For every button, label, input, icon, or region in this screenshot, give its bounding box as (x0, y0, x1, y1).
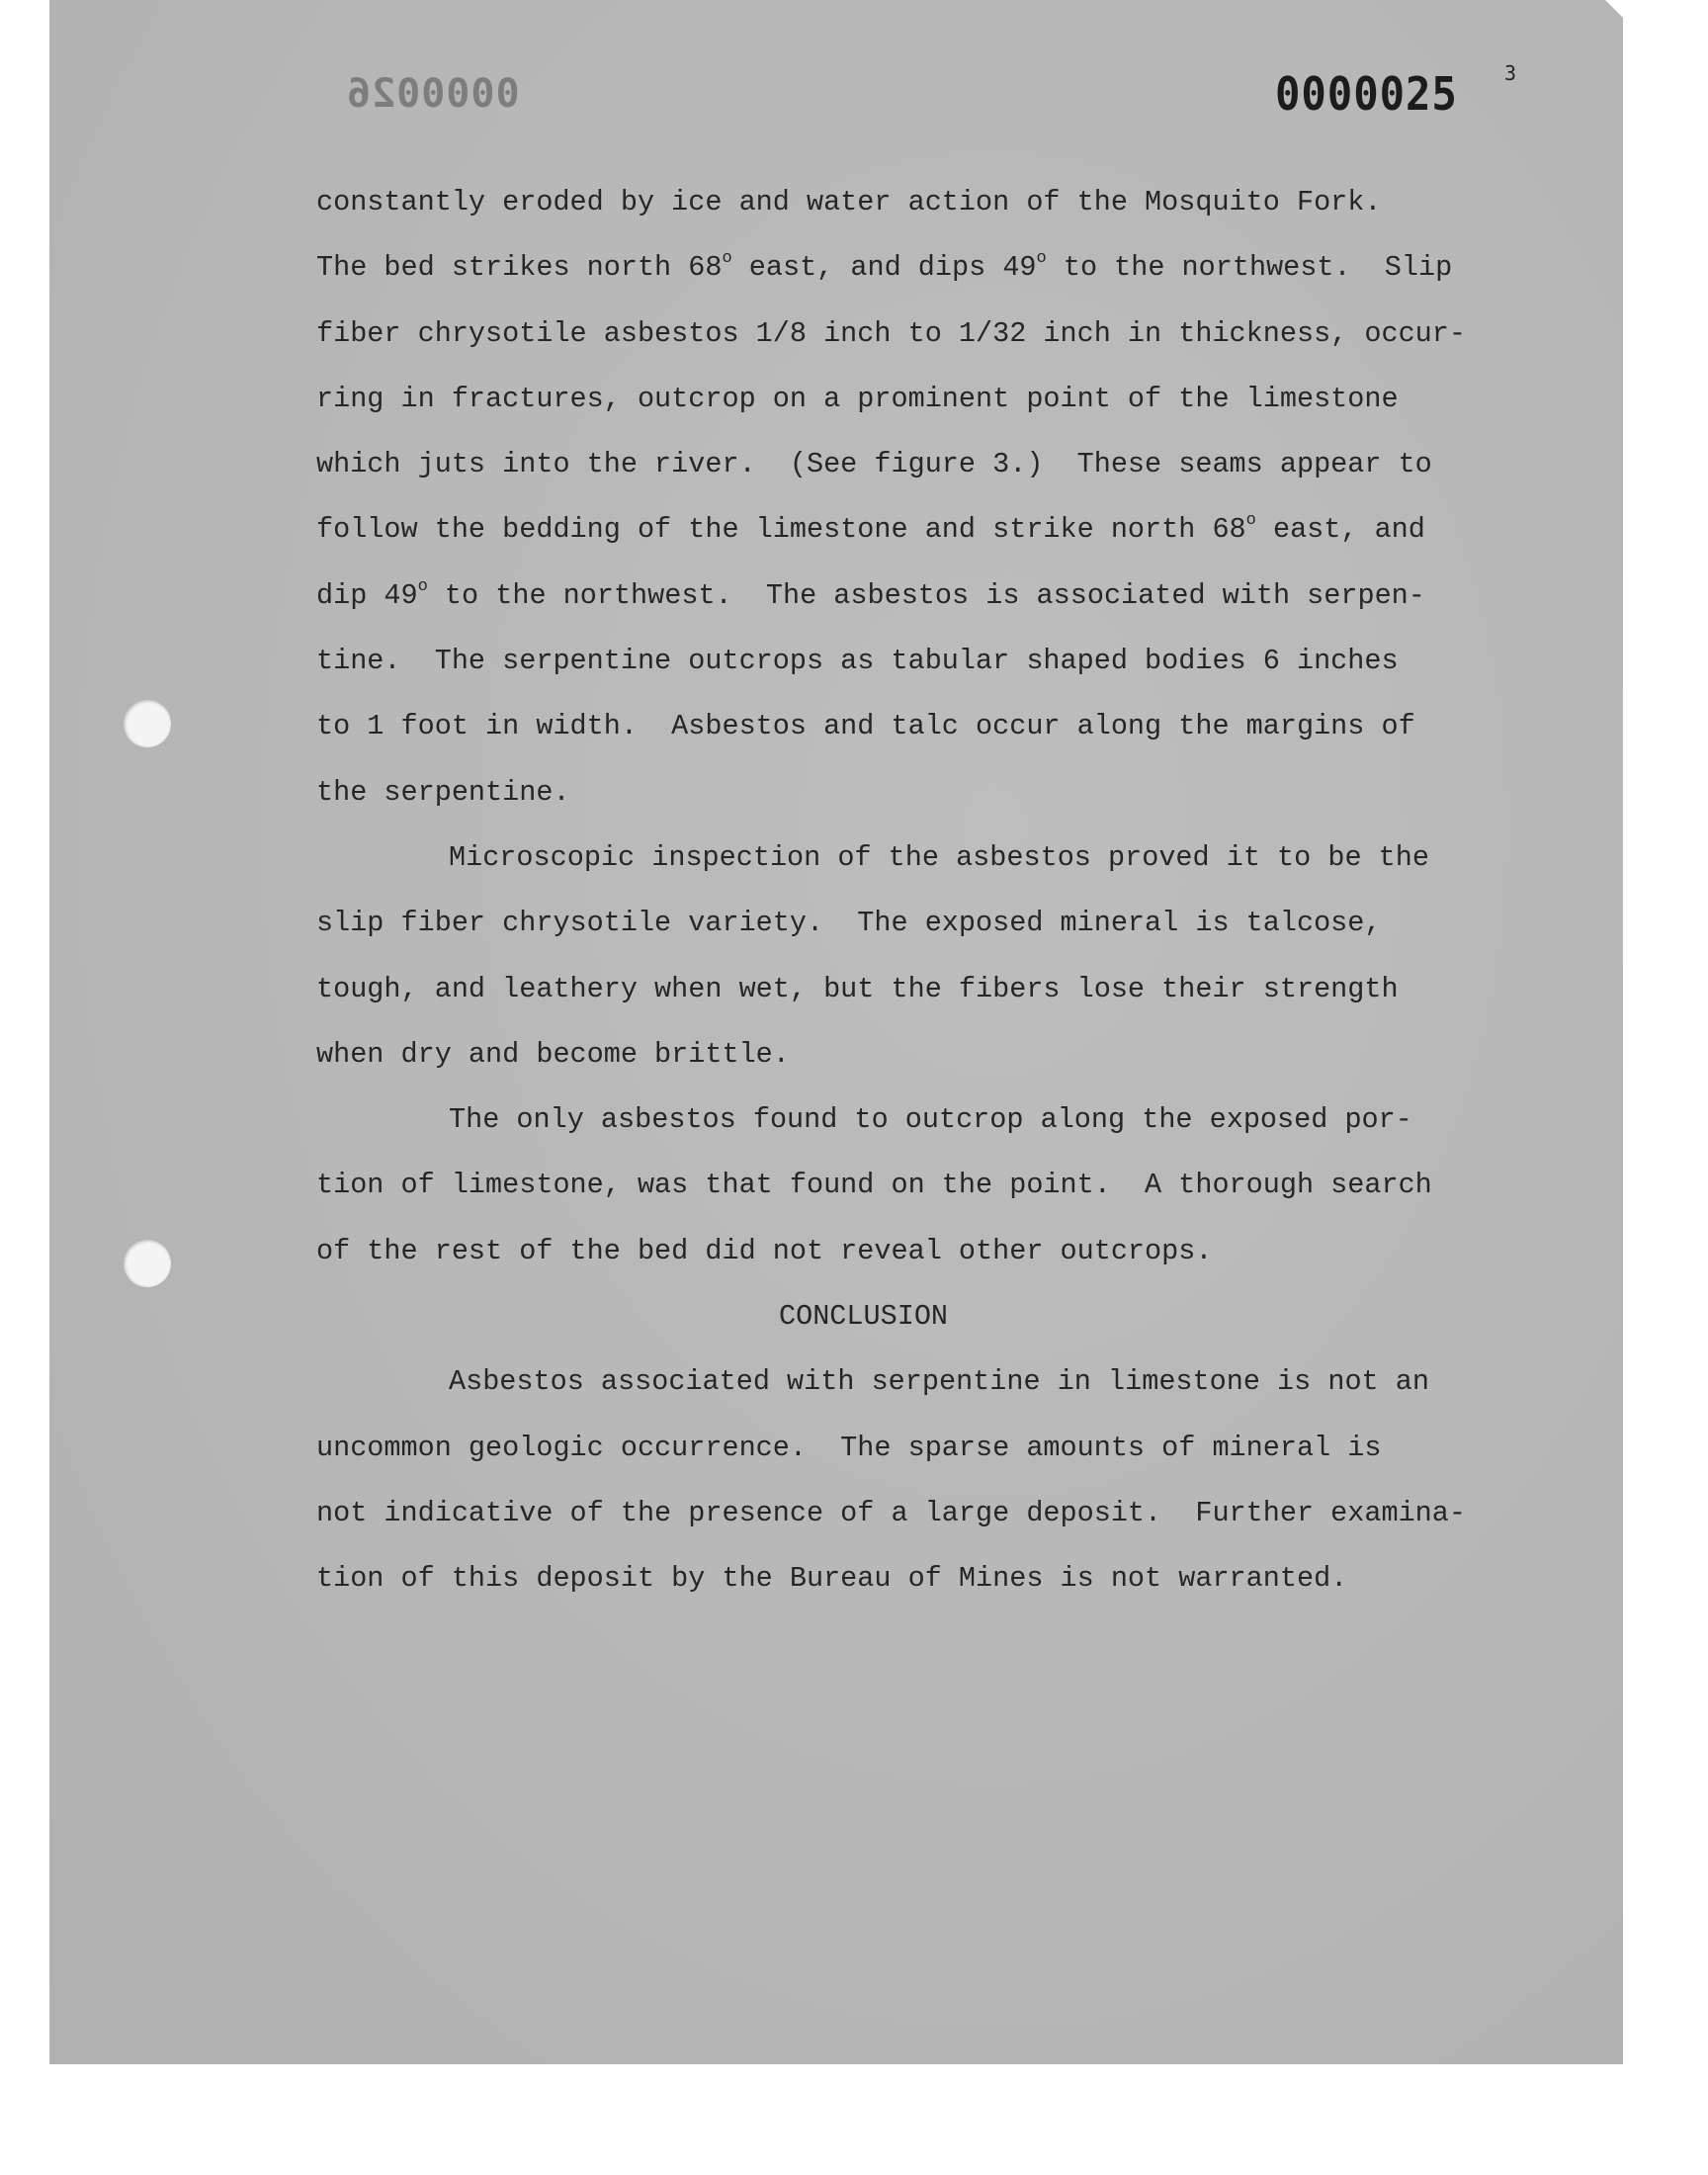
body-line: The bed strikes north 68$^o$ east, and dips 49$^o$ to the northwest. Slip (316, 249, 1453, 285)
body-line: of the rest of the bed did not reveal other outcrops. (316, 1234, 1213, 1267)
punch-hole-upper (124, 700, 171, 747)
body-line: fiber chrysotile asbestos 1/8 inch to 1/32 inch in thickness, occur- (316, 316, 1466, 350)
body-line: tough, and leathery when wet, but the fibers lose their strength (316, 972, 1399, 1005)
body-line: follow the bedding of the limestone and strike north 68$^o$ east, and (316, 511, 1425, 547)
body-line: not indicative of the presence of a large deposit. Further examina- (316, 1496, 1466, 1529)
paragraph-start-line: The only asbestos found to outcrop along the exposed por- (449, 1103, 1412, 1137)
body-line: ring in fractures, outcrop on a prominent point of the limestone (316, 382, 1399, 415)
document-body (316, 186, 1502, 1628)
body-line: when dry and become brittle. (316, 1037, 790, 1071)
body-line: the serpentine. (316, 775, 570, 809)
body-line: constantly eroded by ice and water action of the Mosquito Fork. (316, 186, 1382, 218)
document-page (49, 0, 1623, 2064)
body-line: tion of limestone, was that found on the point. A thorough search (316, 1169, 1432, 1202)
body-line: uncommon geologic occurrence. The sparse amounts of mineral is (316, 1431, 1382, 1464)
body-line: slip fiber chrysotile variety. The exposed mineral is talcose, (316, 907, 1382, 940)
page-number: 3 (1504, 61, 1517, 85)
body-line: which juts into the river. (See figure 3.) These seams appear to (316, 448, 1432, 481)
paragraph-start-line: Asbestos associated with serpentine in limestone is not an (449, 1365, 1429, 1399)
page-corner-fold (1605, 0, 1627, 22)
body-line: tion of this deposit by the Bureau of Mines is not warranted. (316, 1562, 1348, 1596)
section-heading: CONCLUSION (779, 1300, 949, 1334)
body-line: dip 49$^o$ to the northwest. The asbestos is associated with serpen- (316, 576, 1425, 612)
body-line: to 1 foot in width. Asbestos and talc occur along the margins of (316, 710, 1415, 743)
mirrored-stamp-bleed: 0000026 (346, 71, 520, 117)
body-line: tine. The serpentine outcrops as tabular shaped bodies 6 inches (316, 645, 1399, 678)
document-number-stamp: 0000025 (1275, 67, 1458, 121)
paragraph-start-line: Microscopic inspection of the asbestos proved it to be the (449, 840, 1429, 874)
punch-hole-lower (124, 1240, 171, 1287)
